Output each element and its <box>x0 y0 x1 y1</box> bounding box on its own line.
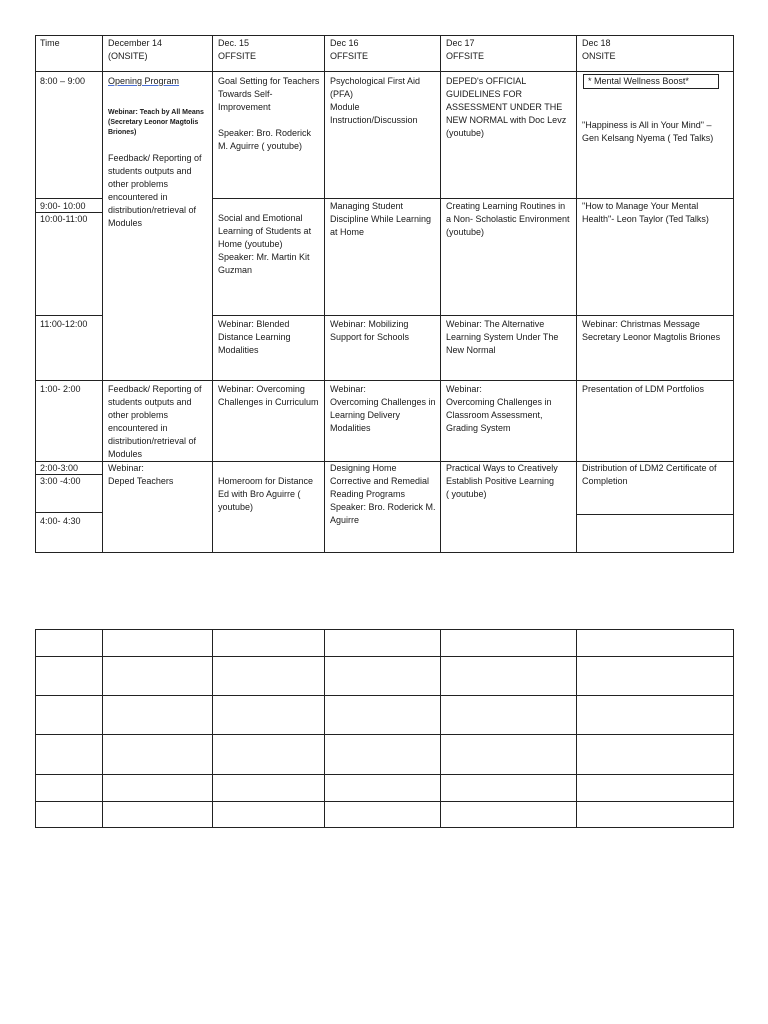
time-slot: 11:00-12:00 <box>40 319 88 329</box>
mental-wellness-boost-label: * Mental Wellness Boost* <box>583 74 719 89</box>
day2-session: Homeroom for Distance Ed with Bro Aguirre ( youtube) <box>218 476 314 512</box>
time-slot: 2:00-3:00 <box>40 463 79 473</box>
time-slot: 3:00 -4:00 <box>40 476 81 486</box>
grid-line <box>212 198 734 199</box>
day4-session: Creating Learning Routines in a Non- Scholastic Environment (youtube) <box>446 201 570 237</box>
grid-line <box>35 198 102 199</box>
day5-session: "Happiness is All in Your Mind" – Gen Kelsang Nyema ( Ted Talks) <box>582 120 714 143</box>
grid-line <box>102 629 103 828</box>
feedback-reporting-pm: Feedback/ Reporting of students outputs and other problems encountered in distribution/retrieval of Modules <box>108 384 202 459</box>
grid-line <box>35 827 734 828</box>
header-day1: December 14 (ONSITE) <box>108 38 163 61</box>
time-slot: 9:00- 10:00 <box>40 201 86 211</box>
day4-session: DEPED's OFFICIAL GUIDELINES FOR ASSESSMENT UNDER THE NEW NORMAL with Doc Levz (youtube) <box>446 76 567 138</box>
header-day4: Dec 17 OFFSITE <box>446 38 484 61</box>
day3-session: Psychological First Aid (PFA) Module Instruction/Discussion <box>330 76 421 125</box>
grid-line <box>35 656 734 657</box>
day3-session: Webinar: Mobilizing Support for Schools <box>330 319 410 342</box>
day5-session: Presentation of LDM Portfolios <box>582 384 705 394</box>
grid-line <box>35 35 36 553</box>
grid-line <box>35 35 734 36</box>
grid-line <box>733 629 734 828</box>
day3-session: Managing Student Discipline While Learning at Home <box>330 201 432 237</box>
time-slot: 10:00-11:00 <box>40 214 88 224</box>
day2-session: Webinar: Blended Distance Learning Modalities <box>218 319 291 355</box>
grid-line <box>35 801 734 802</box>
header-day5: Dec 18 ONSITE <box>582 38 616 61</box>
grid-line <box>35 552 734 553</box>
grid-line <box>35 629 734 630</box>
opening-program: Opening Program <box>108 76 180 86</box>
grid-line <box>212 315 734 316</box>
day5-session: Webinar: Christmas Message Secretary Leonor Magtolis Briones <box>582 319 721 342</box>
day2-session: Goal Setting for Teachers Towards Self-Improvement Speaker: Bro. Roderick M. Aguirre ( youtube) <box>218 76 320 151</box>
grid-line <box>440 629 441 828</box>
header-time: Time <box>40 38 60 48</box>
grid-line <box>102 35 103 553</box>
time-slot: 4:00- 4:30 <box>40 516 81 526</box>
day3-session: Designing Home Corrective and Remedial Reading Programs Speaker: Bro. Roderick M. Aguirre <box>330 463 436 525</box>
webinar-deped-teachers: Webinar: Deped Teachers <box>108 463 174 486</box>
day2-session: Webinar: Overcoming Challenges in Curriculum <box>218 384 319 407</box>
grid-line <box>35 315 102 316</box>
day4-session: Webinar: Overcoming Challenges in Classroom Assessment, Grading System <box>446 384 552 433</box>
time-slot: 8:00 – 9:00 <box>40 76 86 86</box>
day5-session: "How to Manage Your Mental Health"- Leon Taylor (Ted Talks) <box>582 201 709 224</box>
grid-line <box>576 514 734 515</box>
grid-line <box>35 695 734 696</box>
grid-line <box>324 629 325 828</box>
grid-line <box>35 512 102 513</box>
day5-session: Distribution of LDM2 Certificate of Completion <box>582 463 717 486</box>
day3-session: Webinar: Overcoming Challenges in Learning Delivery Modalities <box>330 384 436 433</box>
grid-line <box>576 35 577 553</box>
day4-session: Practical Ways to Creatively Establish Positive Learning ( youtube) <box>446 463 558 499</box>
grid-line <box>35 71 734 72</box>
header-day3: Dec 16 OFFSITE <box>330 38 368 61</box>
day2-session: Social and Emotional Learning of Students at Home (youtube) Speaker: Mr. Martin Kit Guzman <box>218 213 312 275</box>
grid-line <box>324 35 325 553</box>
header-day2: Dec. 15 OFFSITE <box>218 38 256 61</box>
grid-line <box>35 774 734 775</box>
grid-line <box>576 629 577 828</box>
webinar-teach-by-all-means: Webinar: Teach by All Means (Secretary Leonor Magtolis Briones) <box>108 109 204 136</box>
grid-line <box>733 35 734 553</box>
grid-line <box>212 629 213 828</box>
grid-line <box>212 35 213 553</box>
time-slot: 1:00- 2:00 <box>40 384 81 394</box>
grid-line <box>35 380 734 381</box>
grid-line <box>440 35 441 553</box>
grid-line <box>35 734 734 735</box>
grid-line <box>35 629 36 828</box>
feedback-reporting-am: Feedback/ Reporting of students outputs and other problems encountered in distribution/retrieval of Modules <box>108 153 202 228</box>
day4-session: Webinar: The Alternative Learning System Under The New Normal <box>446 319 559 355</box>
